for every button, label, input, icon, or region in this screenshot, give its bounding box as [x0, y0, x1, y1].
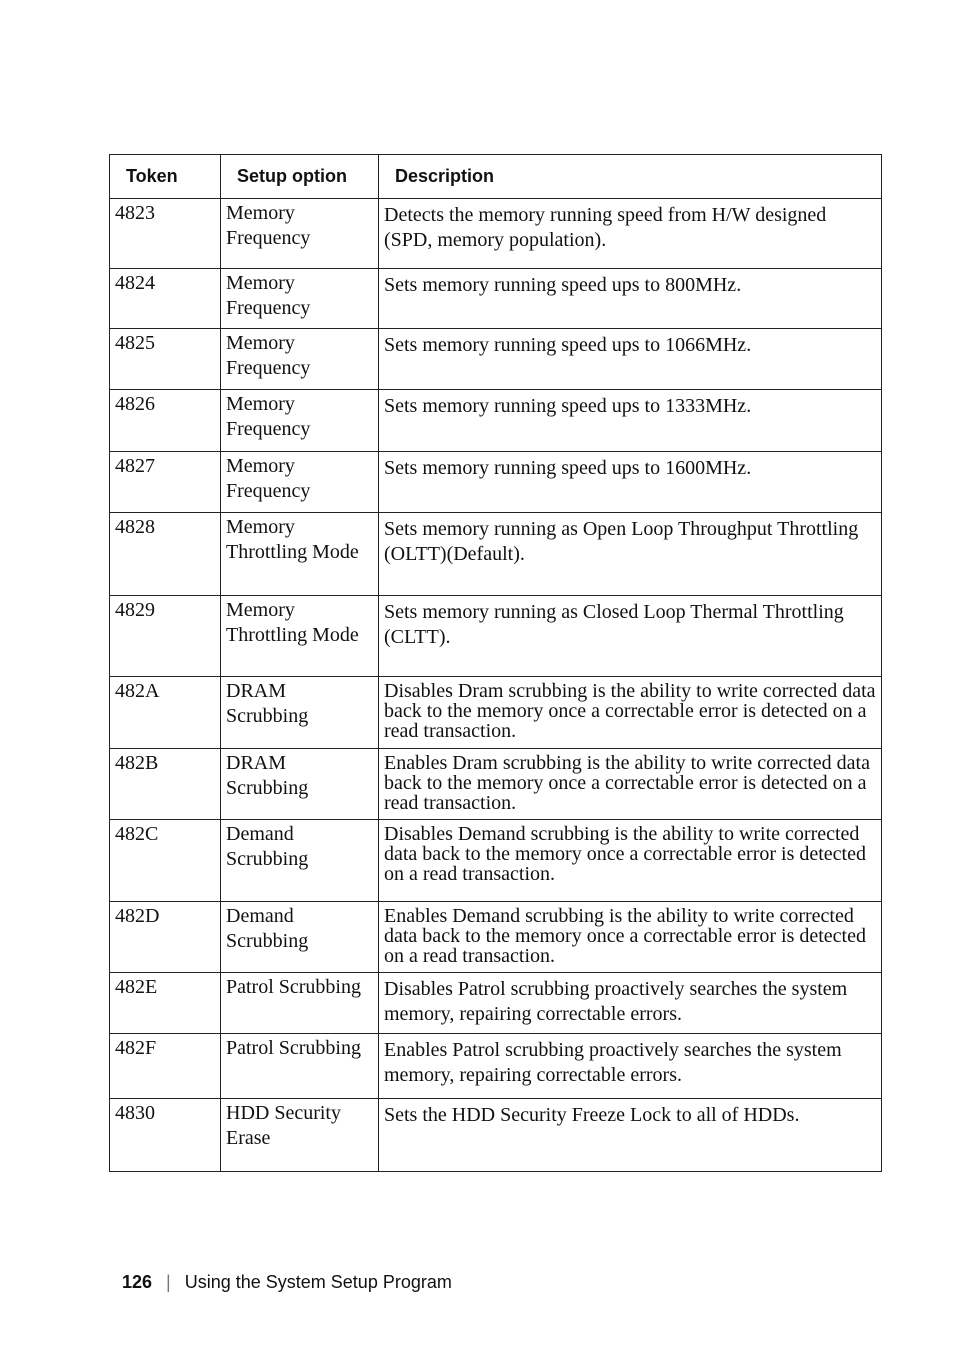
token-cell: 4826 — [110, 390, 221, 452]
header-description: Description — [379, 155, 882, 199]
table-row — [110, 513, 882, 596]
description-cell: Detects the memory running speed from H/W designed (SPD, memory population). — [379, 199, 882, 269]
table-row — [110, 596, 882, 677]
table-row — [110, 452, 882, 513]
description-cell: Sets memory running as Closed Loop Thermal Throttling (CLTT). — [379, 596, 882, 677]
token-cell: 4827 — [110, 452, 221, 513]
setup-option-cell: Memory Frequency — [221, 199, 379, 269]
token-cell: 4828 — [110, 513, 221, 596]
description-cell: Sets memory running speed ups to 1333MHz. — [379, 390, 882, 452]
description-cell: Disables Dram scrubbing is the ability to write corrected data back to the memory once a correctable error is detected on a read transaction. — [379, 677, 882, 749]
setup-option-cell: Memory Frequency — [221, 329, 379, 390]
setup-option-cell: Memory Frequency — [221, 390, 379, 452]
description-cell: Sets memory running speed ups to 800MHz. — [379, 269, 882, 329]
description-cell: Sets memory running speed ups to 1066MHz. — [379, 329, 882, 390]
table-row — [110, 677, 882, 749]
token-cell: 4823 — [110, 199, 221, 269]
table-row — [110, 820, 882, 902]
description-cell: Disables Patrol scrubbing proactively searches the system memory, repairing correctable errors. — [379, 973, 882, 1034]
setup-option-cell: Memory Throttling Mode — [221, 596, 379, 677]
token-cell: 4825 — [110, 329, 221, 390]
token-table — [109, 154, 882, 1172]
setup-option-cell: Memory Frequency — [221, 452, 379, 513]
header-token: Token — [110, 155, 221, 199]
setup-option-cell: Demand Scrubbing — [221, 902, 379, 973]
page-footer — [122, 1272, 452, 1293]
token-cell: 4830 — [110, 1099, 221, 1172]
token-cell: 4824 — [110, 269, 221, 329]
setup-option-cell: Demand Scrubbing — [221, 820, 379, 902]
description-cell: Sets memory running speed ups to 1600MHz. — [379, 452, 882, 513]
description-cell: Enables Demand scrubbing is the ability to write corrected data back to the memory once a correctable error is detected on a read transaction. — [379, 902, 882, 973]
token-cell: 4829 — [110, 596, 221, 677]
table-row — [110, 329, 882, 390]
setup-option-cell: Patrol Scrubbing — [221, 973, 379, 1034]
setup-option-cell: HDD Security Erase — [221, 1099, 379, 1172]
table-row — [110, 269, 882, 329]
token-cell: 482E — [110, 973, 221, 1034]
description-cell: Sets memory running as Open Loop Throughput Throttling (OLTT)(Default). — [379, 513, 882, 596]
table-row — [110, 1099, 882, 1172]
token-cell: 482A — [110, 677, 221, 749]
section-title: Using the System Setup Program — [184, 1272, 452, 1292]
setup-option-cell: Memory Frequency — [221, 269, 379, 329]
table-row — [110, 902, 882, 973]
description-cell: Enables Dram scrubbing is the ability to write corrected data back to the memory once a correctable error is detected on a read transaction. — [379, 749, 882, 820]
table-row — [110, 199, 882, 269]
table-row — [110, 1034, 882, 1099]
setup-option-cell: DRAM Scrubbing — [221, 677, 379, 749]
token-cell: 482F — [110, 1034, 221, 1099]
table-row — [110, 973, 882, 1034]
setup-option-cell: Patrol Scrubbing — [221, 1034, 379, 1099]
token-cell: 482B — [110, 749, 221, 820]
setup-option-cell: Memory Throttling Mode — [221, 513, 379, 596]
header-setup-option: Setup option — [221, 155, 379, 199]
setup-option-cell: DRAM Scrubbing — [221, 749, 379, 820]
token-cell: 482C — [110, 820, 221, 902]
description-cell: Enables Patrol scrubbing proactively searches the system memory, repairing correctable errors. — [379, 1034, 882, 1099]
description-cell: Disables Demand scrubbing is the ability to write corrected data back to the memory once a correctable error is detected on a read transaction. — [379, 820, 882, 902]
page-number: 126 — [122, 1272, 153, 1292]
token-cell: 482D — [110, 902, 221, 973]
table-row — [110, 390, 882, 452]
description-cell: Sets the HDD Security Freeze Lock to all of HDDs. — [379, 1099, 882, 1172]
table-header-row — [110, 155, 882, 199]
table-row — [110, 749, 882, 820]
footer-separator: | — [166, 1272, 171, 1292]
